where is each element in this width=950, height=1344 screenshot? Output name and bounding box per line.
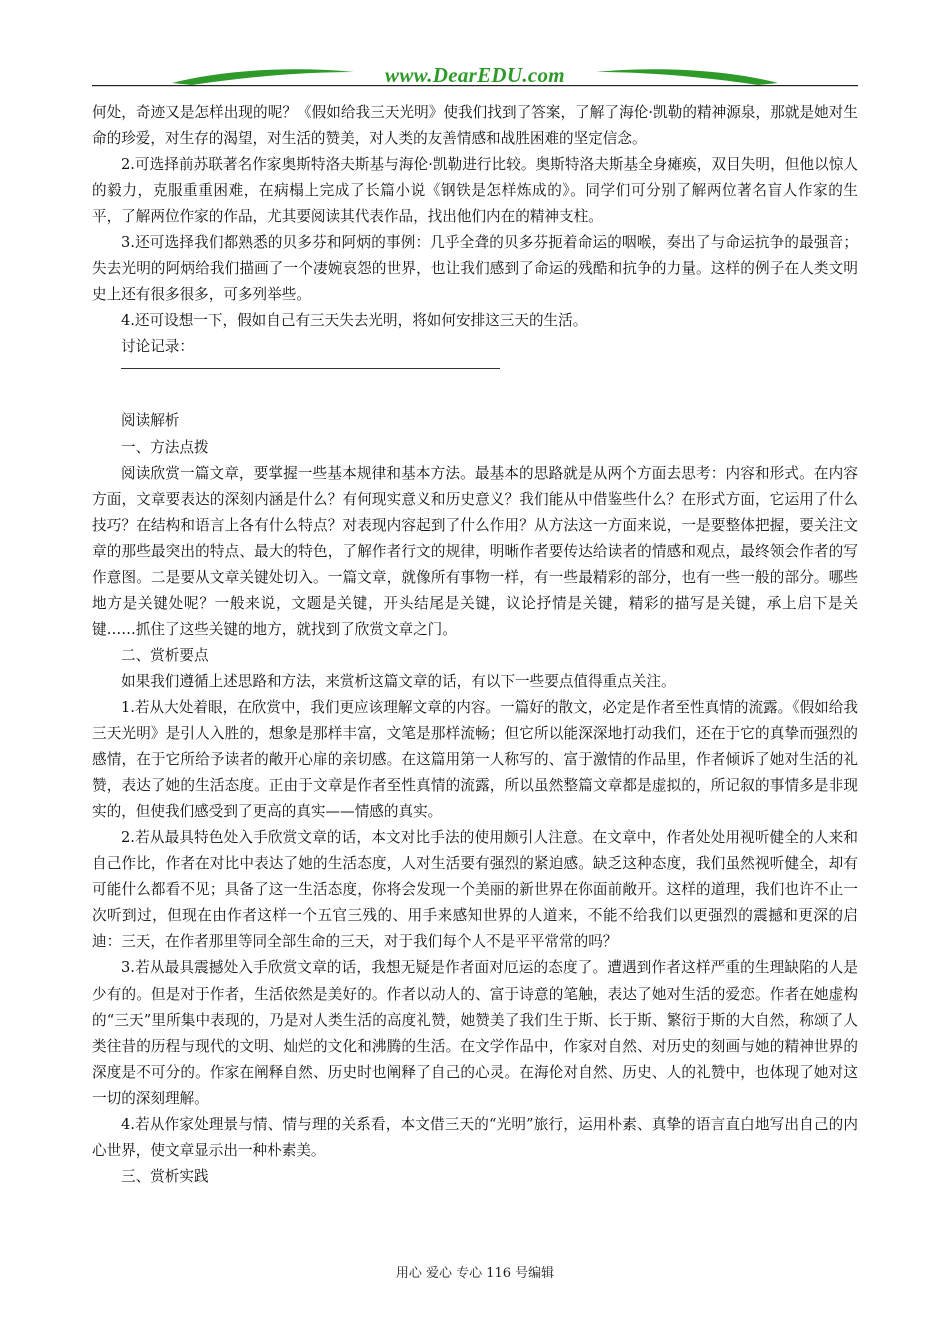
- paragraph: 阅读欣赏一篇文章，要掌握一些基本规律和基本方法。最基本的思路就是从两个方面去思考：内容和形式。在内容方面，文章要表达的深刻内涵是什么？有何现实意义和历史意义？我们能从中借鉴些什么？在形式方面，它运用了什么技巧？在结构和语言上各有什么特点？对表现内容起到了什么作用？从方法这一方面来说，一是要整体把握，要关注文章的那些最突出的特点、最大的特色，了解作者行文的规律，明晰作者要传达给读者的情感和观点，最终领会作者的写作意图。二是要从文章关键处切入。一篇文章，就像所有事物一样，有一些最精彩的部分，也有一些一般的部分。哪些地方是关键处呢？一般来说，文题是关键，开头结尾是关键，议论抒情是关键，精彩的描写是关键，承上启下是关键……抓住了这些关键的地方，就找到了欣赏文章之门。: [92, 464, 858, 638]
- paragraph: 4.若从作家处理景与情、情与理的关系看，本文借三天的“光明”旅行，运用朴素、真挚的语言直白地写出自己的内心世界，使文章显示出一种朴素美。: [92, 1115, 858, 1159]
- paragraph: 3.若从最具震撼处入手欣赏文章的话，我想无疑是作者面对厄运的态度了。遭遇到作者这样严重的生理缺陷的人是少有的。但是对于作者，生活依然是美好的。作者以动人的、富于诗意的笔触，表达了她对生活的爱恋。作者在她虚构的“三天”里所集中表现的，乃是对人类生活的高度礼赞，她赞美了我们生于斯、长于斯、繁衍于斯的大自然，称颂了人类往昔的历程与现代的文明、灿烂的文化和沸腾的生活。在文学作品中，作家对自然、对历史的刻画与她的精神世界的深度是不可分的。作家在阐释自然、历史时也阐释了自己的心灵。在海伦对自然、历史、人的礼赞中，也体现了她对这一切的深刻理解。: [92, 959, 858, 1107]
- paragraph: 何处，奇迹又是怎样出现的呢？《假如给我三天光明》使我们找到了答案，了解了海伦·凯勒的精神源泉，那就是她对生命的珍爱，对生存的渴望，对生活的赞美，对人类的友善情感和战胜困难的坚定信念。: [92, 104, 858, 148]
- discussion-label: 讨论记录：: [121, 338, 194, 356]
- section-heading: 二、赏析要点: [121, 646, 209, 664]
- section-heading: 三、赏析实践: [121, 1167, 209, 1185]
- section-heading: 一、方法点拨: [121, 438, 209, 456]
- logo-text: www.DearEDU.com: [385, 63, 565, 87]
- answer-line: [92, 360, 858, 382]
- paragraph: 1.若从大处着眼，在欣赏中，我们更应该理解文章的内容。一篇好的散文，必定是作者至性真情的流露。《假如给我三天光明》是引人入胜的，想象是那样丰富，文笔是那样流畅；但它所以能深深地打动我们，还在于它的真挚而强烈的感情，在于它所给予读者的敞开心扉的亲切感。在这篇用第一人称写的、富于激情的作品里，作者倾诉了她对生活的礼赞，表达了她的生活态度。正由于文章是作者至性真情的流露，所以虽然整篇文章都是虚拟的，所记叙的事情多是非现实的，但使我们感受到了更高的真实——情感的真实。: [92, 698, 858, 821]
- paragraph: 如果我们遵循上述思路和方法，来赏析这篇文章的话，有以下一些要点值得重点关注。: [121, 672, 676, 690]
- paragraph: 2.若从最具特色处入手欣赏文章的话，本文对比手法的使用颇引人注意。在文章中，作者处处用视听健全的人来和自己作比，作者在对比中表达了她的生活态度，人对生活要有强烈的紧迫感。缺乏这种态度，我们虽然视听健全，却有可能什么都看不见；具备了这一生活态度，你将会发现一个美丽的新世界在你面前敞开。这样的道理，我们也许不止一次听到过，但现在由作者这样一个五官三残的、用手来感知世界的人道来，不能不给我们以更强烈的震撼和更深的启迪：三天，在作者那里等同全部生命的三天，对于我们每个人不是平平常常的吗？: [92, 829, 858, 951]
- page-footer: 用心 爱心 专心 116 号编辑: [395, 1266, 555, 1281]
- paragraph: 4.还可设想一下，假如自己有三天失去光明，将如何安排这三天的生活。: [121, 312, 588, 330]
- page-header: [92, 62, 858, 92]
- paragraph: 2.可选择前苏联著名作家奥斯特洛夫斯基与海伦·凯勒进行比较。奥斯特洛夫斯基全身瘫痪，双目失明，但他以惊人的毅力，克服重重困难，在病榻上完成了长篇小说《钢铁是怎样炼成的》。同学们可分别了解两位著名盲人作家的生平，了解两位作家的作品，尤其要阅读其代表作品，找出他们内在的精神支柱。: [92, 156, 858, 226]
- document-body: [92, 100, 858, 1190]
- section-heading: 阅读解析: [121, 412, 180, 430]
- paragraph: 3.还可选择我们都熟悉的贝多芬和阿炳的事例：几乎全聋的贝多芬扼着命运的咽喉，奏出了与命运抗争的最强音；失去光明的阿炳给我们描画了一个凄婉哀怨的世界，也让我们感到了命运的残酷和抗争的力量。这样的例子在人类文明史上还有很多很多，可多列举些。: [92, 234, 858, 304]
